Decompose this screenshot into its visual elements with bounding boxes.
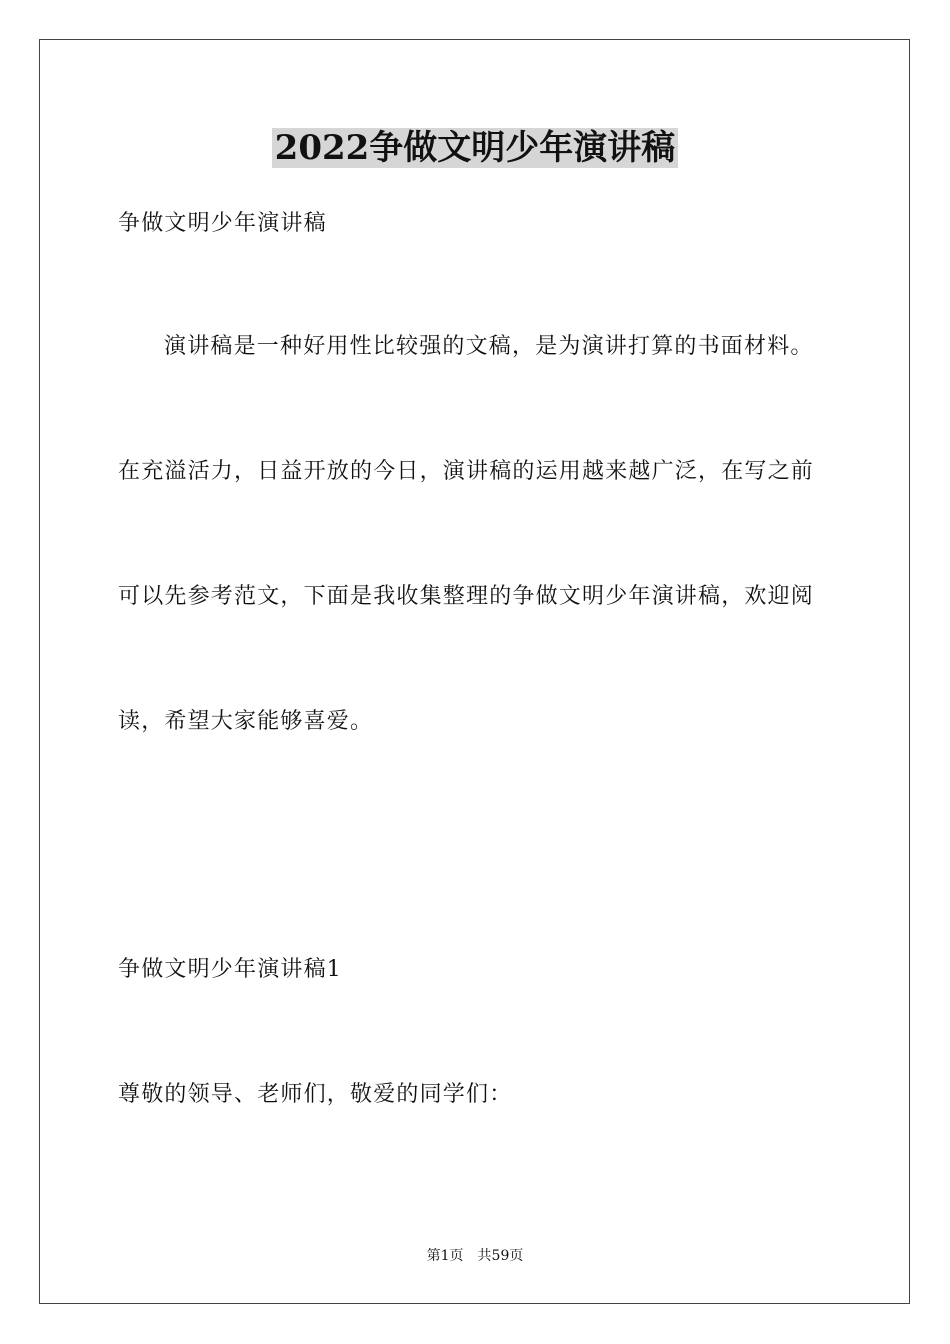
section-heading: 争做文明少年演讲稿1	[118, 957, 342, 982]
intro-line-4: 读，希望大家能够喜爱。	[118, 709, 374, 734]
page-footer	[0, 1246, 950, 1266]
intro-line-1: 演讲稿是一种好用性比较强的文稿，是为演讲打算的书面材料。	[164, 334, 814, 359]
intro-line-2: 在充溢活力，日益开放的今日，演讲稿的运用越来越广泛，在写之前	[118, 459, 815, 484]
intro-line-3: 可以先参考范文，下面是我收集整理的争做文明少年演讲稿，欢迎阅	[118, 584, 815, 609]
document-title-text: 2022争做文明少年演讲稿	[272, 128, 679, 168]
page-total: 共59页	[477, 1248, 524, 1264]
page-number: 第1页	[426, 1248, 464, 1264]
document-title	[0, 126, 950, 170]
greeting-line: 尊敬的领导、老师们，敬爱的同学们：	[118, 1082, 513, 1107]
document-subtitle: 争做文明少年演讲稿	[118, 211, 327, 236]
